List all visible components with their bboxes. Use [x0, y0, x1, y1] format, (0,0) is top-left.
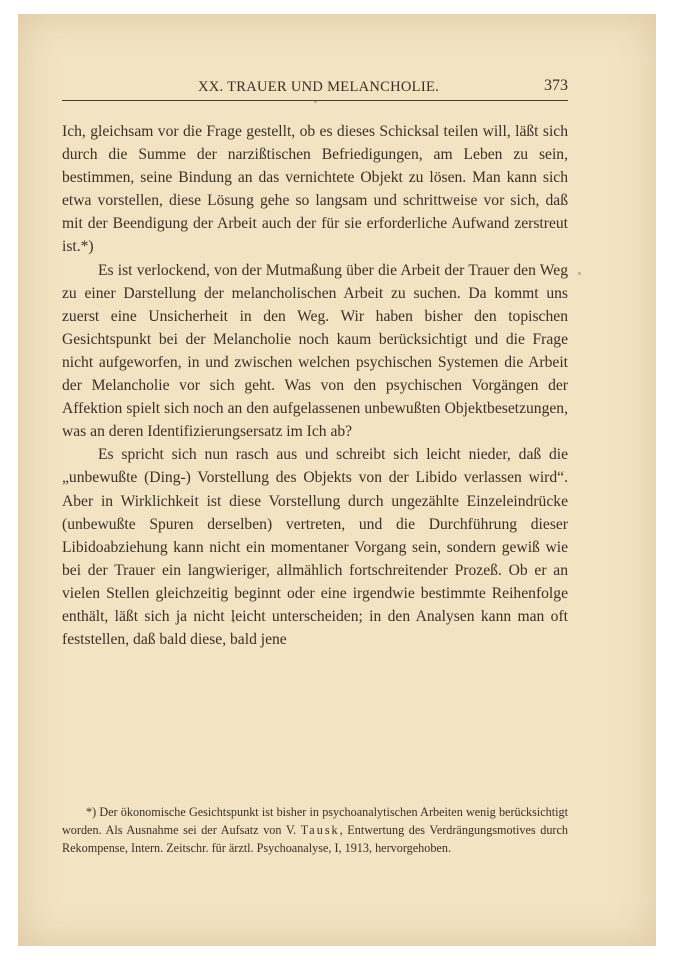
footnote-author-name: Tausk [300, 823, 340, 837]
page-number: 373 [544, 77, 568, 94]
running-head: XX. TRAUER UND MELANCHOLIE. [198, 79, 440, 95]
paragraph: Ich, gleichsam vor die Frage gestellt, ob es dieses Schicksal teilen will, läßt sich durch die Summe der narzißtischen Befriedigungen, am Leben zu sein, bestimmen, seine Bindung an das vernichtete Objekt zu lösen. Man kann sich etwa vorstellen, diese Lösung gehe so langsam und schrittweise vor sich, daß mit der Beendigung der Arbeit auch der für sie erforderliche Aufwand zerstreut ist.*) [62, 123, 568, 256]
footnote-text-start: *) Der ökonomische Gesichtspunkt ist bisher in psychoanalytischen Arbeiten wenig berücksichtigt worden. Als Ausnahme sei der Aufsatz von V. [62, 805, 568, 837]
paragraph: Es spricht sich nun rasch aus und schreibt sich leicht nieder, daß die „unbewußte (Ding-) Vorstellung des Objekts von der Libido verlassen wird“. Aber in Wirklichkeit ist diese Vorstellung durch ungezählte Einzeleindrücke (unbewußte Spuren derselben) vertreten, und die Durchführung dieser Libidoabziehung kann nicht ein momentaner Vorgang sein, sondern gewiß wie bei der Trauer ein langwieriger, allmählich fortschreitender Prozeß. Ob er an vielen Stellen gleichzeitig beginnt oder eine irgendwie bestimmte Reihenfolge enthält, läßt sich ja nicht leicht unterscheiden; in den Analysen kann man oft feststellen, daß bald diese, bald jene [62, 446, 568, 649]
paragraph: Es ist verlockend, von der Mutmaßung über die Arbeit der Trauer den Weg zu einer Darstellung der melancholischen Arbeit zu suchen. Da kommt uns zuerst eine Unsicherheit in den Weg. Wir haben bisher den topischen Gesichtspunkt bei der Melancholie noch kaum berücksichtigt und die Frage nicht aufgeworfen, in und zwischen welchen psychischen Systemen die Arbeit der Melancholie vor sich geht. Was von den psychischen Vorgängen der Affektion spielt sich noch an den aufgelassenen unbewußten Objektbesetzungen, was an deren Identifizierungsersatz im Ich ab? [62, 261, 568, 441]
footnote [62, 803, 568, 857]
page-header [62, 76, 568, 101]
footnote-text-end: , Entwertung des Verdrängungsmotives durch Rekompense, Intern. Zeitschr. für ärztl. Psychoanalyse, I, 1913, hervorgehoben. [62, 823, 568, 855]
paper-speck [578, 272, 581, 275]
body-text [62, 120, 568, 651]
